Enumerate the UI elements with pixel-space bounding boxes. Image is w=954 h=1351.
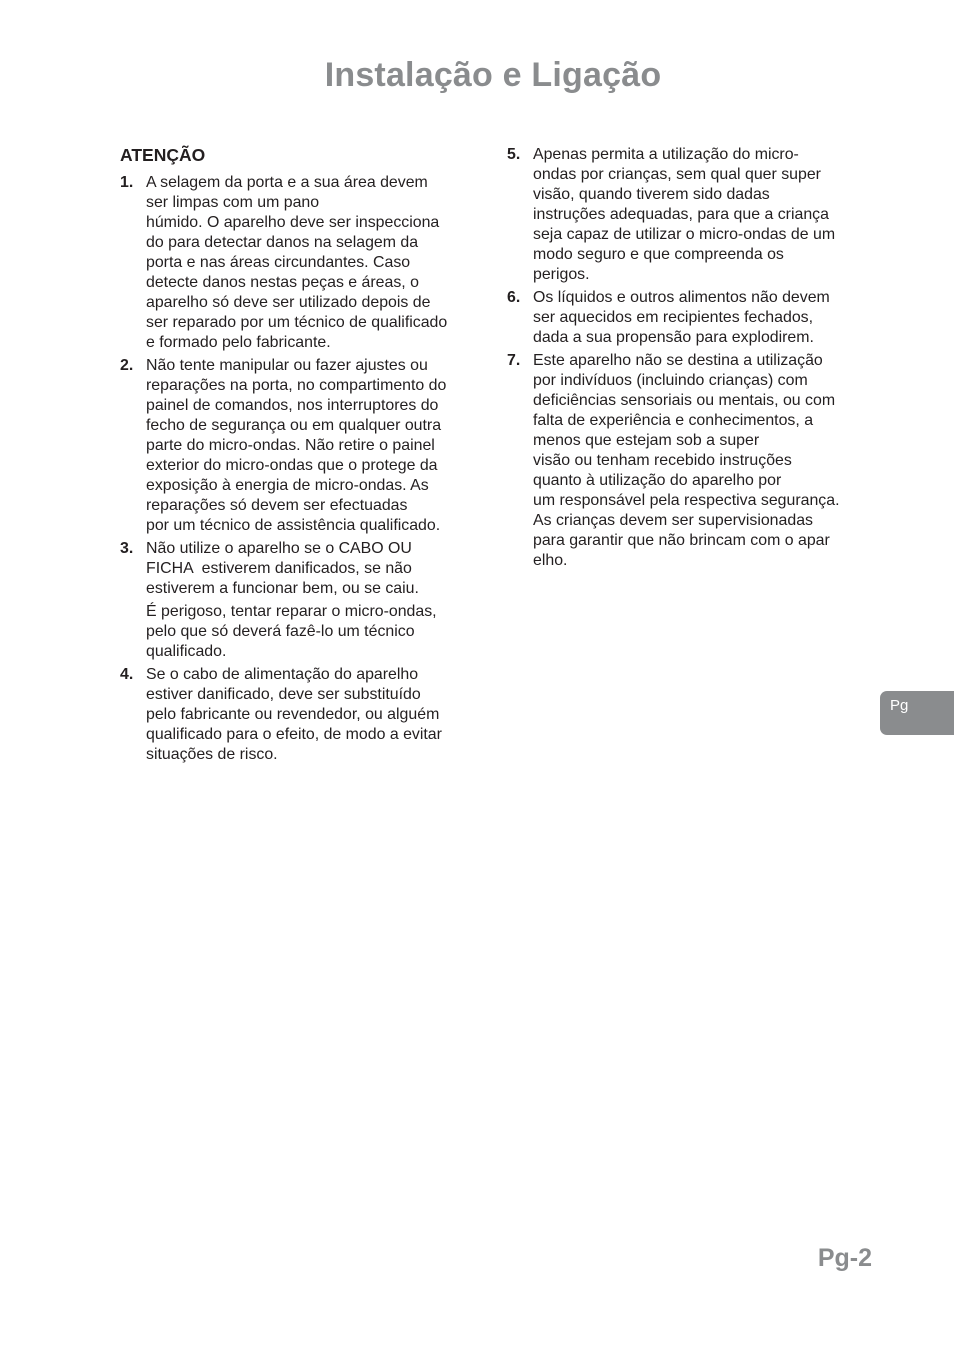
warning-heading: ATENÇÃO — [120, 145, 206, 165]
text-line: É perigoso, tentar reparar o micro-ondas, — [146, 603, 437, 620]
text-line: pelo que só deverá fazê-lo um técnico — [146, 623, 415, 640]
text-line: exterior do micro-ondas que o protege da — [146, 457, 438, 474]
text-line: porta e nas áreas circundantes. Caso — [146, 254, 411, 271]
item-text — [533, 145, 873, 285]
text-line: Os líquidos e outros alimentos não devem — [533, 289, 830, 306]
text-line: dada a sua propensão para explodirem. — [533, 329, 814, 346]
text-line: deficiências sensoriais ou mentais, ou com — [533, 392, 836, 409]
item-number: 3. — [120, 540, 134, 557]
text-line: quanto à utilização do aparelho por — [533, 472, 782, 489]
item-text — [533, 351, 873, 571]
item-number: 5. — [507, 146, 521, 163]
text-line: para garantir que não brincam com o apar — [533, 532, 830, 549]
language-side-tab — [880, 691, 954, 735]
text-line: Não tente manipular ou fazer ajustes ou — [146, 357, 428, 374]
text-line: reparações na porta, no compartimento do — [146, 377, 447, 394]
page-title: Instalação e Ligação — [324, 56, 662, 94]
item-number: 1. — [120, 174, 134, 191]
item-text-continued — [146, 602, 482, 662]
text-line: qualificado. — [146, 643, 227, 660]
item-number: 2. — [120, 357, 134, 374]
item-text — [146, 356, 482, 536]
text-line: exposição à energia de micro-ondas. As — [146, 477, 429, 494]
page-number: Pg-2 — [817, 1244, 872, 1272]
text-line: falta de experiência e conhecimentos, a — [533, 412, 814, 429]
text-line: húmido. O aparelho deve ser inspecciona — [146, 214, 440, 231]
text-line: situações de risco. — [146, 746, 278, 763]
text-line: modo seguro e que compreenda os — [533, 246, 784, 263]
text-line: por indivíduos (incluindo crianças) com — [533, 372, 808, 389]
item-number: 6. — [507, 289, 521, 306]
text-line: Apenas permita a utilização do micro- — [533, 146, 799, 163]
text-line: fecho de segurança ou em qualquer outra — [146, 417, 442, 434]
text-line: aparelho só deve ser utilizado depois de — [146, 294, 431, 311]
text-line: ser aquecidos em recipientes fechados, — [533, 309, 814, 326]
text-line: Não utilize o aparelho se o CABO OU — [146, 540, 412, 557]
item-text — [146, 665, 482, 765]
text-line: pelo fabricante ou revendedor, ou alguém — [146, 706, 440, 723]
text-line: visão ou tenham recebido instruções — [533, 452, 792, 469]
side-tab-label: Pg — [890, 697, 909, 714]
text-line: instruções adequadas, para que a criança — [533, 206, 829, 223]
item-text — [146, 539, 482, 599]
text-line: do para detectar danos na selagem da — [146, 234, 419, 251]
text-line: perigos. — [533, 266, 590, 283]
text-line: por um técnico de assistência qualificado. — [146, 517, 441, 534]
right-item-list — [507, 145, 873, 571]
right-column — [507, 145, 873, 574]
item-number: 7. — [507, 352, 521, 369]
left-item-list — [120, 173, 482, 765]
text-line: estiverem a funcionar bem, ou se caiu. — [146, 580, 419, 597]
text-line: reparações só devem ser efectuadas — [146, 497, 408, 514]
text-line: A selagem da porta e a sua área devem — [146, 174, 428, 191]
list-item — [120, 173, 482, 353]
text-line: e formado pelo fabricante. — [146, 334, 331, 351]
list-item — [507, 145, 873, 285]
text-line: parte do micro-ondas. Não retire o painel — [146, 437, 435, 454]
list-item — [120, 356, 482, 536]
text-line: ser limpas com um pano — [146, 194, 320, 211]
text-line: estiver danificado, deve ser substituído — [146, 686, 421, 703]
text-line: Se o cabo de alimentação do aparelho — [146, 666, 419, 683]
text-line: ser reparado por um técnico de qualificado — [146, 314, 448, 331]
text-line: visão, quando tiverem sido dadas — [533, 186, 770, 203]
text-line: As crianças devem ser supervisionadas — [533, 512, 813, 529]
text-line: ondas por crianças, sem qual quer super — [533, 166, 821, 183]
text-line: seja capaz de utilizar o micro-ondas de um — [533, 226, 836, 243]
list-item — [507, 288, 873, 348]
left-column — [120, 143, 482, 768]
list-item — [507, 351, 873, 571]
item-text — [146, 173, 482, 353]
text-line: painel de comandos, nos interruptores do — [146, 397, 439, 414]
text-line: qualificado para o efeito, de modo a evitar — [146, 726, 442, 743]
list-item — [120, 539, 482, 662]
list-item — [120, 665, 482, 765]
text-line: menos que estejam sob a super — [533, 432, 760, 449]
text-line: detecte danos nestas peças e áreas, o — [146, 274, 419, 291]
text-line: elho. — [533, 552, 568, 569]
text-line: Este aparelho não se destina a utilização — [533, 352, 823, 369]
item-number: 4. — [120, 666, 134, 683]
item-text — [533, 288, 873, 348]
text-line: um responsável pela respectiva segurança. — [533, 492, 840, 509]
text-line: FICHA estiverem danificados, se não — [146, 560, 412, 577]
